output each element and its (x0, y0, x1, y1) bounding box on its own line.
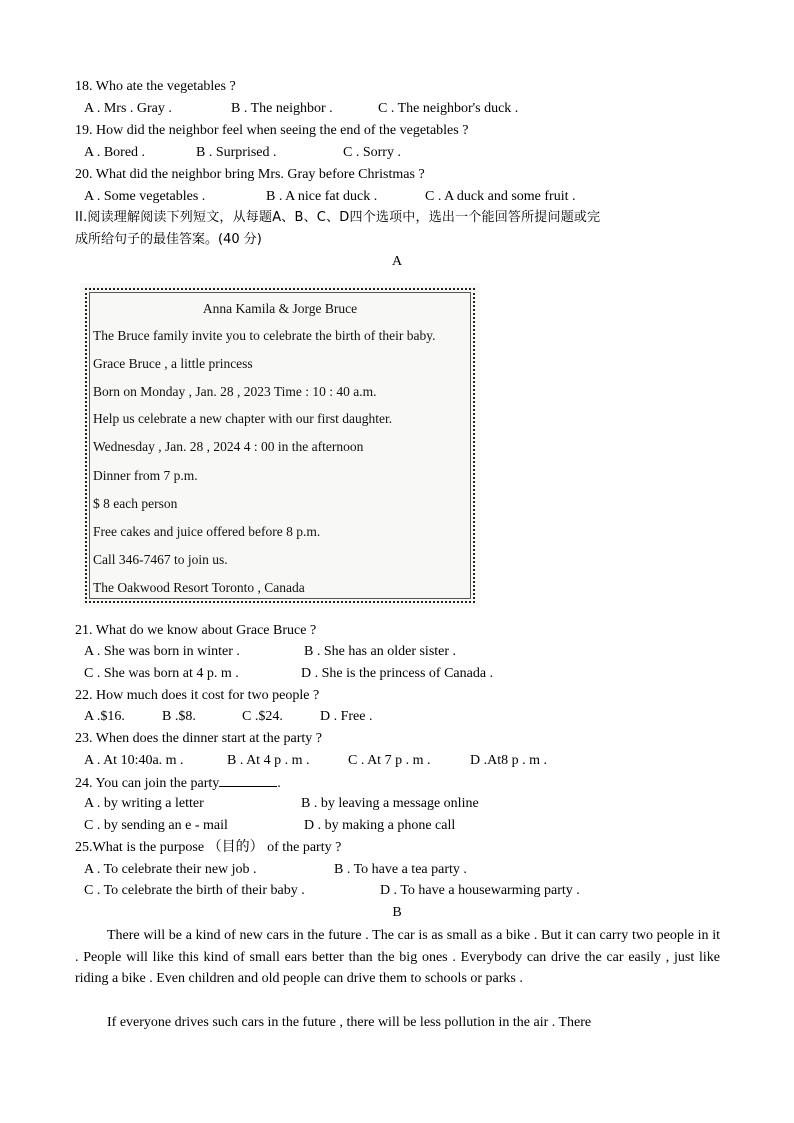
q21-option-b: B . She has an older sister . (304, 644, 457, 659)
q24-option-d: D . by making a phone call (304, 818, 456, 833)
passage-b-paragraph-1: There will be a kind of new cars in the future . The car is as small as a bike . But it can carry two people in it . People will like this kind of small ears better than the big ones . Everybody can drive the car easily , just like riding a bike . Even children and old people can drive them to schools or parks . (75, 928, 720, 987)
q18-option-b: B . The neighbor . (231, 101, 333, 116)
notice-line: Grace Bruce , a little princess (93, 356, 253, 371)
notice-line: Born on Monday , Jan. 28 , 2023 Time : 10 : 40 a.m. (93, 384, 377, 399)
question-20-stem: 20. What did the neighbor bring Mrs. Gray before Christmas ? (75, 167, 425, 182)
notice-line: The Bruce family invite you to celebrate the birth of their baby. (93, 328, 436, 343)
q25-option-c: C . To celebrate the birth of their baby . (84, 883, 305, 898)
notice-line: The Oakwood Resort Toronto , Canada (93, 580, 305, 595)
q23-option-d: D .At8 p . m . (470, 753, 547, 768)
section-heading-line-1: II.阅读理解阅读下列短文，从每题A、B、C、D四个选项中，选出一个能回答所提问题或完 (75, 210, 601, 225)
passage-b-paragraph-2: If everyone drives such cars in the future , there will be less pollution in the air . There (107, 1015, 592, 1030)
q20-option-c: C . A duck and some fruit . (425, 189, 576, 204)
q18-option-a: A . Mrs . Gray . (84, 101, 172, 116)
q21-option-d: D . She is the princess of Canada . (301, 666, 494, 681)
q21-option-a: A . She was born in winter . (84, 644, 240, 659)
passage-b-label: B (392, 905, 402, 920)
question-24-stem (75, 774, 281, 793)
q24-option-c: C . by sending an e - mail (84, 818, 228, 833)
answer-blank (219, 774, 277, 787)
question-18-stem: 18. Who ate the vegetables ? (75, 79, 236, 94)
question-19-stem: 19. How did the neighbor feel when seeing the end of the vegetables ? (75, 123, 469, 138)
passage-a-label: A (391, 254, 403, 269)
q23-option-c: C . At 7 p . m . (348, 753, 431, 768)
q22-option-c: C .$24. (242, 709, 283, 724)
notice-line: Free cakes and juice offered before 8 p.m. (93, 524, 321, 539)
section-heading-line-2: 成所给句子的最佳答案。(40 分) (75, 232, 262, 247)
question-22-stem: 22. How much does it cost for two people ? (75, 688, 320, 703)
q24-stem-end: . (277, 776, 281, 791)
q19-option-b: B . Surprised . (196, 145, 277, 160)
q19-option-c: C . Sorry . (343, 145, 401, 160)
notice-line: $ 8 each person (93, 496, 178, 511)
q23-option-b: B . At 4 p . m . (227, 753, 310, 768)
q20-option-b: B . A nice fat duck . (266, 189, 378, 204)
notice-line: Call 346-7467 to join us. (93, 552, 228, 567)
q23-option-a: A . At 10:40a. m . (84, 753, 184, 768)
notice-line: Help us celebrate a new chapter with our first daughter. (93, 411, 393, 426)
q22-option-a: A .$16. (84, 709, 125, 724)
q25-option-d: D . To have a housewarming party . (380, 883, 580, 898)
notice-line: Wednesday , Jan. 28 , 2024 4 : 00 in the afternoon (93, 439, 364, 454)
q22-option-b: B .$8. (162, 709, 196, 724)
notice-title: Anna Kamila & Jorge Bruce (202, 301, 358, 316)
q25-option-b: B . To have a tea party . (334, 862, 467, 877)
question-23-stem: 23. When does the dinner start at the party ? (75, 731, 322, 746)
q24-option-b: B . by leaving a message online (301, 796, 479, 811)
q24-stem-text: 24. You can join the party (75, 776, 220, 791)
invitation-notice (80, 283, 480, 608)
q25-option-a: A . To celebrate their new job . (84, 862, 257, 877)
q18-option-c: C . The neighbor's duck . (378, 101, 519, 116)
q22-option-d: D . Free . (320, 709, 373, 724)
q21-option-c: C . She was born at 4 p. m . (84, 666, 239, 681)
q20-option-a: A . Some vegetables . (84, 189, 206, 204)
q24-option-a: A . by writing a letter (84, 796, 204, 811)
question-25-stem: 25.What is the purpose （目的） of the party ? (75, 840, 342, 855)
q19-option-a: A . Bored . (84, 145, 146, 160)
notice-line: Dinner from 7 p.m. (93, 468, 198, 483)
question-21-stem: 21. What do we know about Grace Bruce ? (75, 623, 317, 638)
